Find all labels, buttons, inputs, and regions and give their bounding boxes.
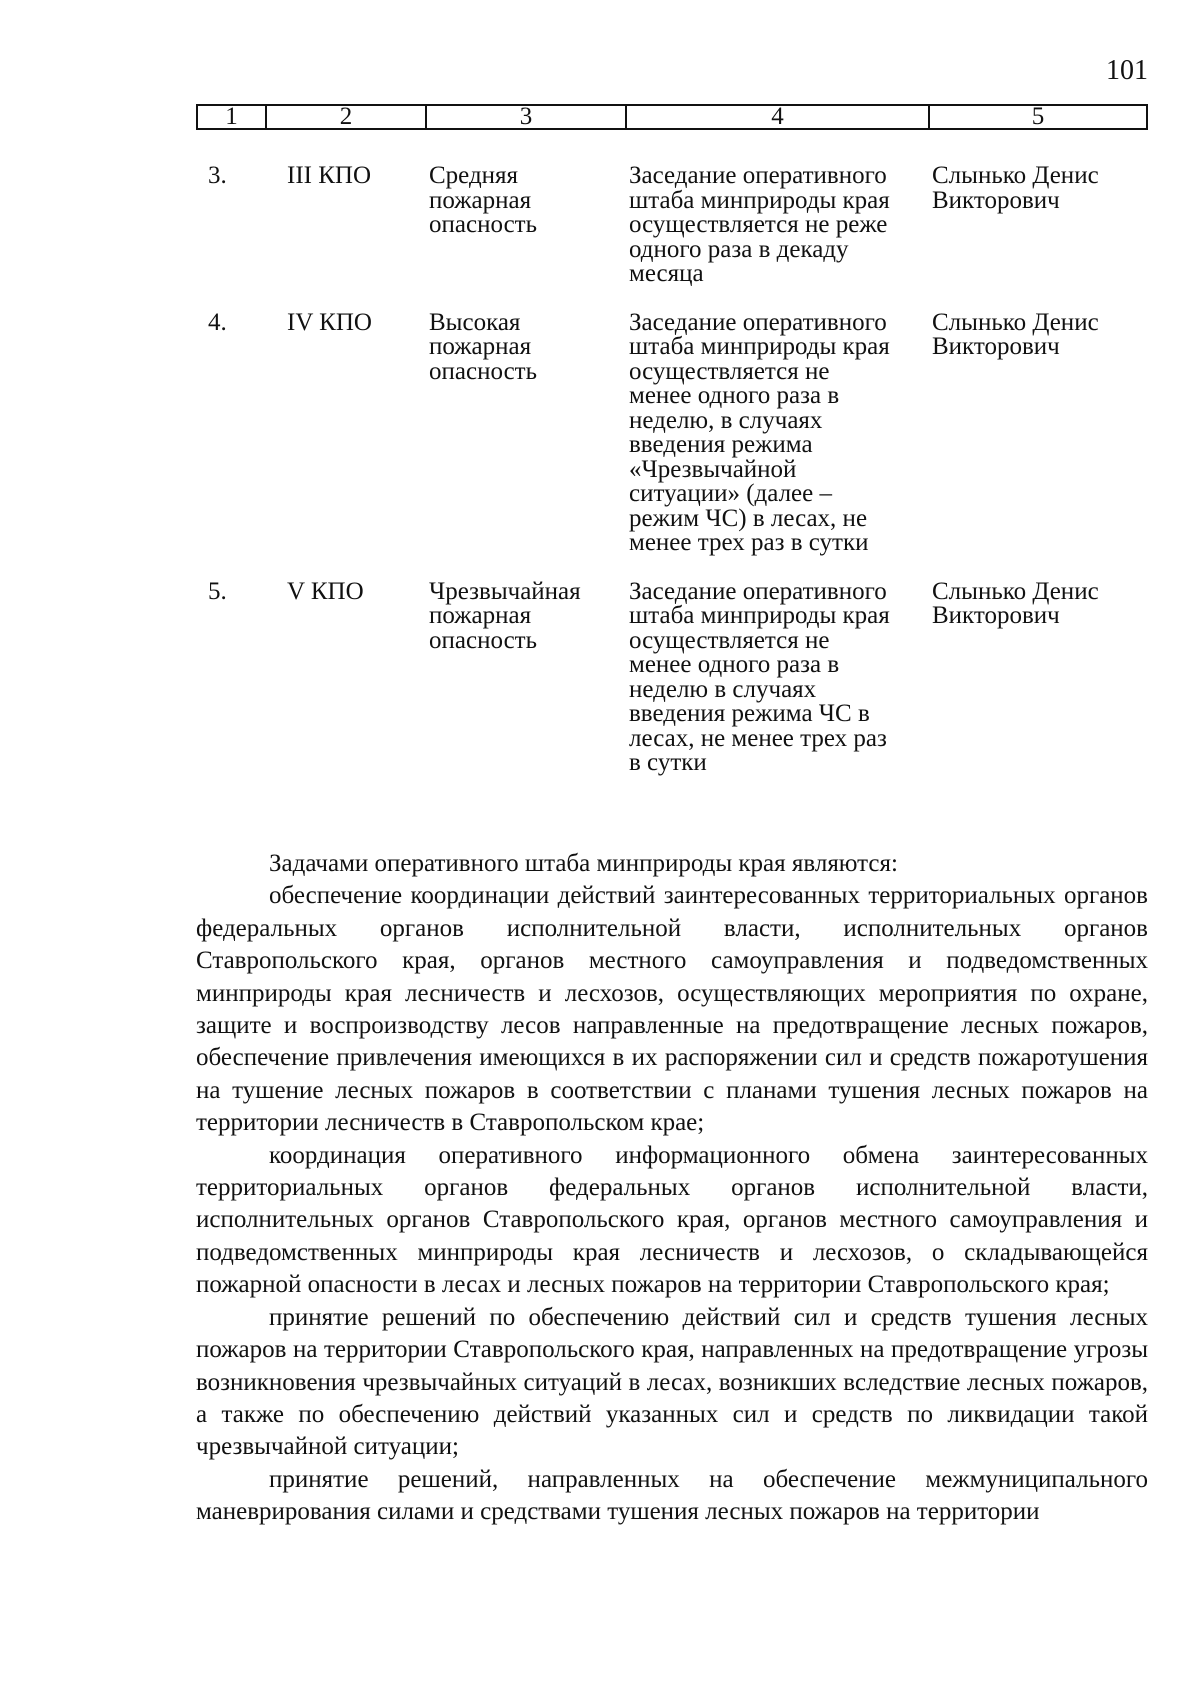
table-header-cell-2: 2 <box>267 106 427 128</box>
text-line: ситуации» (далее – <box>629 480 833 507</box>
text-line: Викторович <box>932 186 1060 214</box>
text-line: пожарная <box>429 333 532 360</box>
danger-level <box>425 577 625 654</box>
text-line: Средняя <box>429 162 519 189</box>
text-line: одного раза в декаду <box>629 235 849 263</box>
measure-description <box>625 164 928 287</box>
table-header-row <box>196 104 1148 130</box>
text-line: опасность <box>429 211 537 238</box>
text-line: опасность <box>429 357 537 385</box>
danger-level <box>425 164 625 238</box>
text-line: Чрезвычайная <box>429 577 581 605</box>
measure-description <box>625 577 928 776</box>
text-line: менее трех раз в сутки <box>629 529 869 556</box>
responsible-person <box>928 308 1148 360</box>
paragraph-decisions: принятие решений по обеспечению действий сил и средств тушения лесных пожаров на территории Ставропольского края, направленных на предотвращение угрозы возникновения чрезвычайных ситуаций в лесах, возникших вследствие лесных пожаров, а также по обеспечению действий указанных сил и средств по ликвидации такой чрезвычайной ситуации; <box>196 1303 1148 1461</box>
text-line: неделю в случаях <box>629 675 817 703</box>
text-line: Слынько Денис <box>932 308 1099 336</box>
text-line: режим ЧС) в лесах, не <box>629 504 868 532</box>
text-line: Заседание оперативного <box>629 577 887 605</box>
text-line: Заседание оперативного <box>629 162 887 189</box>
text-line: лесах, не менее трех раз <box>629 724 887 752</box>
text-line: неделю, в случаях <box>629 406 823 434</box>
text-line: осуществляется не <box>629 626 830 654</box>
row-number: 5. <box>208 577 227 605</box>
text-line: менее одного раза в <box>629 382 840 409</box>
text-line: пожарная <box>429 186 532 214</box>
danger-level <box>425 308 625 385</box>
text-line: Высокая <box>429 308 521 336</box>
text-line: Викторович <box>932 602 1060 629</box>
text-line: Слынько Денис <box>932 577 1099 605</box>
text-line: штаба минприроды края <box>629 602 890 629</box>
paragraph-intro: Задачами оперативного штаба минприроды края являются: <box>269 850 898 877</box>
text-line: Заседание оперативного <box>629 308 887 336</box>
responsible-person <box>928 577 1148 629</box>
text-line: осуществляется не реже <box>629 211 888 238</box>
responsible-person <box>928 164 1148 213</box>
text-line: штаба минприроды края <box>629 186 890 214</box>
text-line: в сутки <box>629 749 707 776</box>
text-line: пожарная <box>429 602 532 629</box>
danger-class: IV КПО <box>287 308 372 336</box>
table-row <box>196 577 1148 776</box>
body-text <box>196 848 1148 1529</box>
table-header-cell-1: 1 <box>198 106 267 128</box>
text-line: «Чрезвычайной <box>629 455 797 483</box>
danger-class: III КПО <box>287 162 372 189</box>
danger-class: V КПО <box>287 577 364 605</box>
table-header-cell-3: 3 <box>427 106 627 128</box>
text-line: штаба минприроды края <box>629 333 890 360</box>
row-number: 4. <box>208 308 227 336</box>
table-header-cell-4: 4 <box>627 106 930 128</box>
paragraph-maneuvering: принятие решений, направленных на обеспечение межмуниципального маневрирования силами и средствами тушения лесных пожаров на территории <box>196 1465 1148 1526</box>
fire-danger-table <box>196 164 1148 776</box>
paragraph-information-exchange: координация оперативного информационного обмена заинтересованных территориальных органов федеральных органов исполнительной власти, исполнительных органов Ставропольского края, органов местного самоуправления и подведомственных минприроды края лесничеств и лесхозов, о складывающейся пожарной опасности в лесах и лесных пожаров на территории Ставропольского края; <box>196 1141 1148 1299</box>
text-line: введения режима ЧС в <box>629 700 870 727</box>
table-header-cell-5: 5 <box>1031 106 1045 128</box>
paragraph-coordination: обеспечение координации действий заинтересованных территориальных органов федеральных органов исполнительной власти, исполнительных органов Ставропольского края, органов местного самоуправления и подведомственных минприроды края лесничеств и лесхозов, осуществляющих мероприятия по охране, защите и воспроизводству лесов направленные на предотвращение лесных пожаров, обеспечение привлечения имеющихся в их распоряжении сил и средств пожаротушения на тушение лесных пожаров в соответствии с планами тушения лесных пожаров на территории лесничеств в Ставропольском крае; <box>196 882 1148 1137</box>
text-line: Викторович <box>932 333 1060 360</box>
text-line: менее одного раза в <box>629 651 840 678</box>
text-line: опасность <box>429 626 537 654</box>
table-row <box>196 308 1148 556</box>
row-number: 3. <box>208 162 227 189</box>
measure-description <box>625 308 928 556</box>
text-line: введения режима <box>629 431 813 458</box>
text-line: месяца <box>629 260 704 287</box>
text-line: Слынько Денис <box>932 162 1099 189</box>
page-number: 101 <box>1106 55 1148 86</box>
text-line: осуществляется не <box>629 357 830 385</box>
table-row <box>196 164 1148 287</box>
